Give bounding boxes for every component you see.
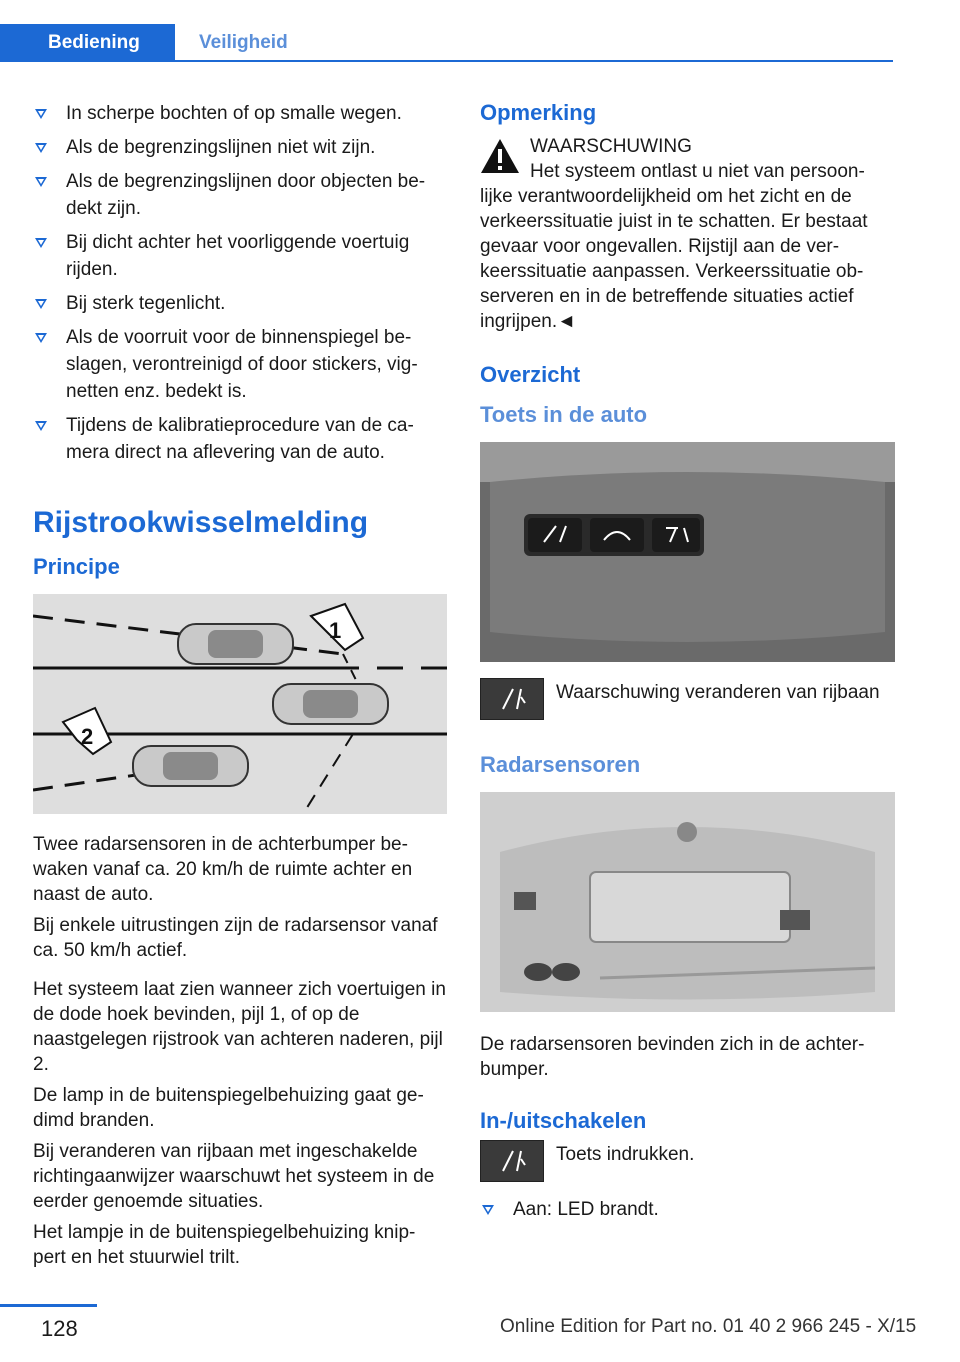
collision-warning-button: [652, 518, 700, 552]
list-item: Als de begrenzingslijnen door objecten be-dekt zijn.: [33, 168, 447, 222]
switch-title: In-/uitschakelen: [480, 1108, 647, 1133]
note-title: Opmerking: [480, 100, 597, 125]
radar-description: De radarsensoren bevinden zich in de achter-bumper.: [480, 1034, 865, 1080]
lane-diagram: [33, 594, 447, 814]
warning-triangle-icon: [480, 138, 520, 174]
switch-caption: Toets indrukken.: [556, 1144, 695, 1165]
condition-list: [33, 100, 447, 466]
switch-list: [480, 1196, 895, 1223]
tab-bediening[interactable]: Bediening: [0, 24, 175, 62]
section-title: Rijstrookwisselmelding: [33, 506, 369, 539]
warning-rest: lijke verantwoordelijkheid om het zicht en de verkeerssituatie juist in te schatten. Er bestaat gevaar voor ongevallen. Rijstijl aan de ver-keerssituatie aanpassen. Verkeerssituatie ob-serveren en in de betreffende situaties actief ingrijpen.◄: [480, 186, 868, 332]
tab-veiligheid[interactable]: Veiligheid: [175, 24, 312, 62]
button-section-title: Toets in de auto: [480, 402, 648, 427]
triangle-bullet-icon: [35, 238, 47, 248]
lane-change-illustration: [33, 594, 447, 814]
console-buttons-photo: [480, 442, 895, 662]
list-item: Als de begrenzingslijnen niet wit zijn.: [33, 134, 447, 161]
list-item: Aan: LED brandt.: [480, 1196, 895, 1223]
button-caption: Waarschuwing veranderen van rijbaan: [556, 682, 880, 703]
lane-departure-button: [590, 518, 644, 552]
warning-first-line: Het systeem ontlast u niet van persoon-: [530, 161, 865, 182]
section-tabs: [0, 24, 312, 62]
header-rule: [0, 60, 893, 62]
radar-sensor-left: [514, 892, 536, 910]
paragraph: Bij veranderen van rijbaan met ingeschakelde richtingaanwijzer waarschuwt het systeem in de eerder genoemde situaties.: [33, 1141, 435, 1212]
rear-image: [480, 792, 895, 1012]
edition-text: Online Edition for Part no. 01 40 2 966 245 - X/15: [500, 1316, 917, 1337]
warning-text: [480, 159, 895, 334]
arrow-label-2: 2: [81, 724, 94, 749]
overview-title: Overzicht: [480, 362, 581, 387]
switch-legend: [480, 1140, 895, 1182]
list-item: In scherpe bochten of op smalle wegen.: [33, 100, 447, 127]
footer-rule: [0, 1304, 97, 1307]
right-column: [480, 100, 895, 1230]
paragraph: De lamp in de buitenspiegelbehuizing gaat ge-dimd branden.: [33, 1085, 424, 1131]
triangle-bullet-icon: [35, 421, 47, 431]
list-item: Bij sterk tegenlicht.: [33, 290, 447, 317]
page-number: 128: [41, 1316, 78, 1341]
car-middle: [273, 684, 388, 724]
paragraph: Twee radarsensoren in de achterbumper be-waken vanaf ca. 20 km/h de ruimte achter en naast de auto.: [33, 834, 413, 905]
car-top: [178, 624, 293, 664]
triangle-bullet-icon: [35, 299, 47, 309]
radar-title: Radarsensoren: [480, 752, 641, 777]
console-image: [480, 442, 895, 662]
warning-block: [480, 134, 895, 334]
list-item: Bij dicht achter het voorliggende voertuig rijden.: [33, 229, 447, 283]
list-item: Tijdens de kalibratieprocedure van de ca-mera direct na aflevering van de auto.: [33, 412, 447, 466]
rear-bumper-photo: [480, 792, 895, 1012]
lane-change-button-icon: [480, 1140, 544, 1182]
arrow-label-1: 1: [329, 618, 342, 643]
radar-sensor-right: [780, 910, 810, 930]
triangle-bullet-icon: [35, 109, 47, 119]
button-legend: [480, 678, 895, 720]
list-item: Als de voorruit voor de binnenspiegel be-slagen, verontreinigd of door stickers, vig-netten enz. bedekt is.: [33, 324, 447, 405]
paragraph: Het lampje in de buitenspiegelbehuizing knip-pert en het stuurwiel trilt.: [33, 1222, 416, 1268]
lane-change-warning-button: [528, 518, 582, 552]
left-column: [33, 100, 447, 1276]
warning-heading: WAARSCHUWING: [530, 136, 692, 157]
triangle-bullet-icon: [35, 177, 47, 187]
car-bottom: [133, 746, 248, 786]
paragraph: Het systeem laat zien wanneer zich voertuigen in de dode hoek bevinden, pijl 1, of op de naastgelegen rijstrook van achteren naderen, pijl 2.: [33, 979, 446, 1075]
subsection-title: Principe: [33, 554, 120, 579]
lane-change-button-icon: [480, 678, 544, 720]
triangle-bullet-icon: [482, 1205, 494, 1215]
triangle-bullet-icon: [35, 333, 47, 343]
paragraph: Bij enkele uitrustingen zijn de radarsensor vanaf ca. 50 km/h actief.: [33, 915, 438, 961]
triangle-bullet-icon: [35, 143, 47, 153]
